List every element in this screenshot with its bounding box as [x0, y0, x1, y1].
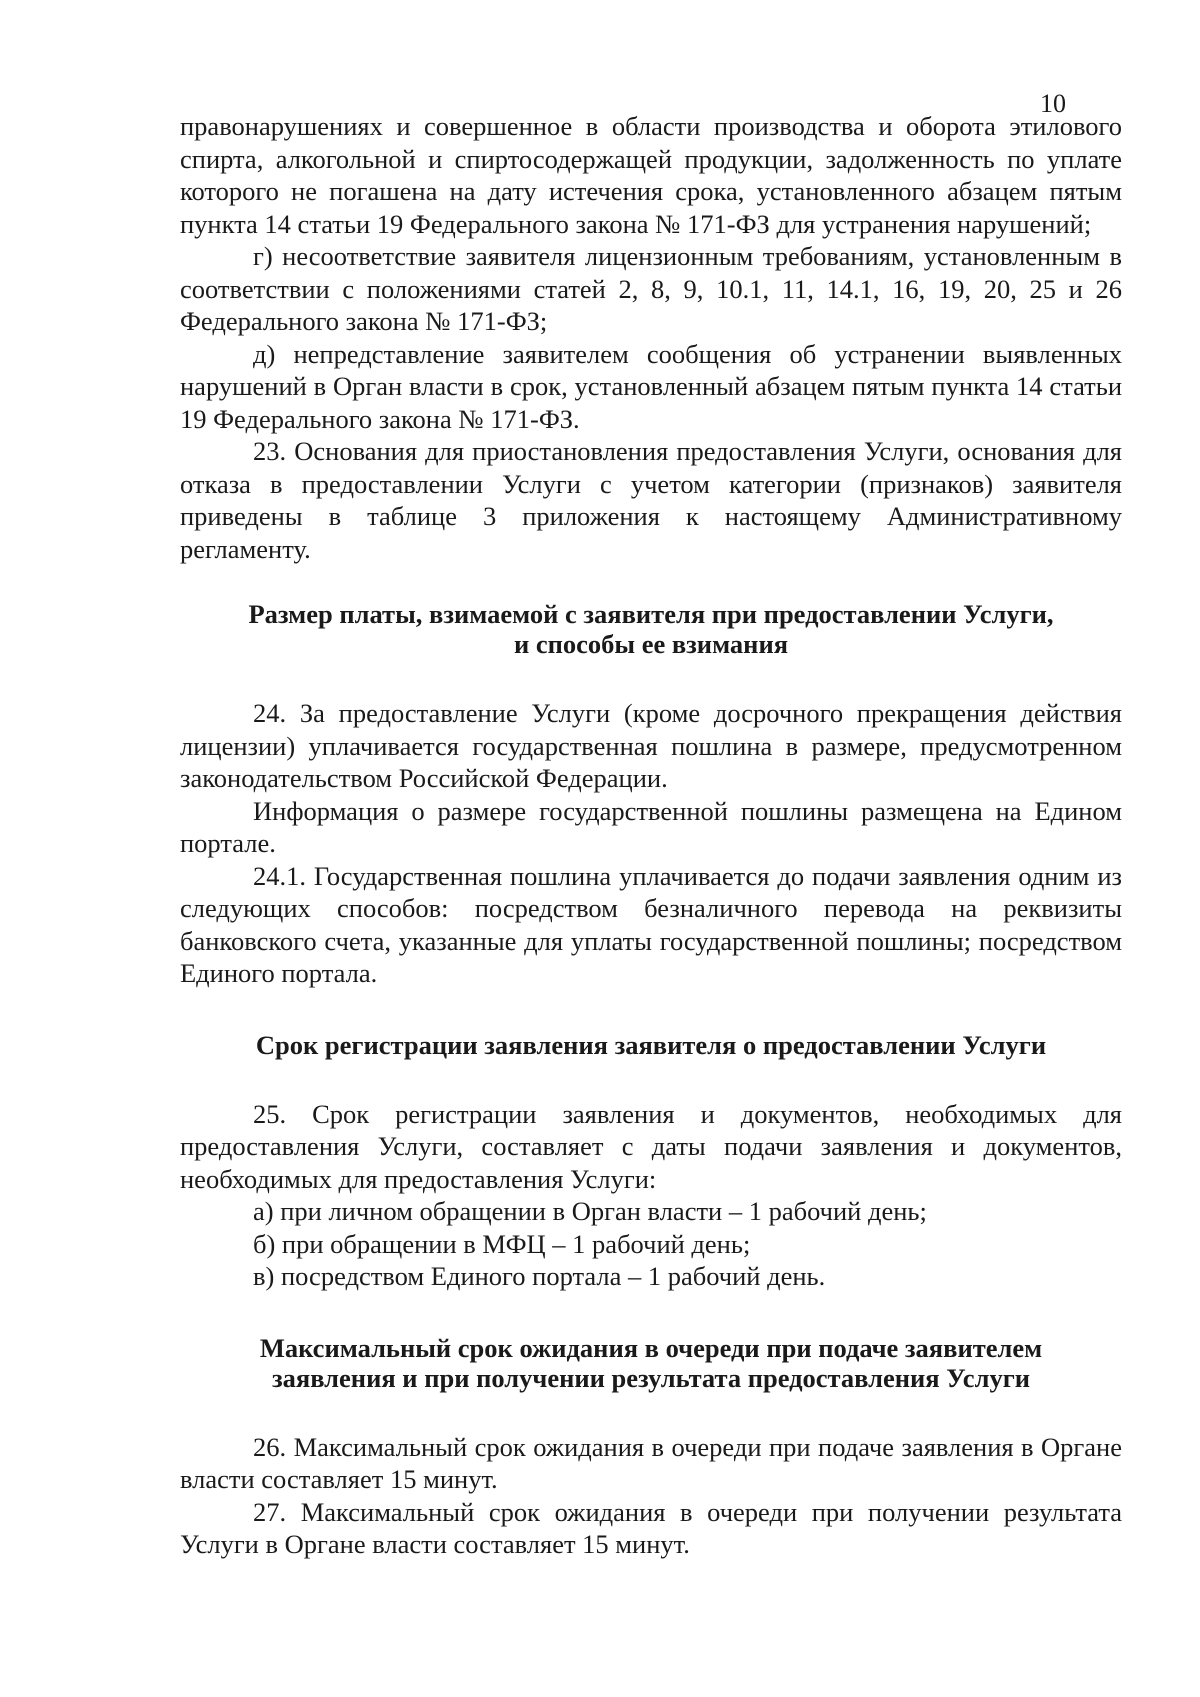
- paragraph: в) посредством Единого портала – 1 рабочий день.: [253, 1261, 826, 1291]
- paragraph: 23. Основания для приостановления предоставления Услуги, основания для отказа в предоставлении Услуги с учетом категории (признаков) заявителя приведены в таблице 3 приложения к настоящему Административному регламенту.: [180, 436, 1122, 564]
- paragraph: 26. Максимальный срок ожидания в очереди при подаче заявления в Органе власти составляет 15 минут.: [180, 1431, 1122, 1494]
- section-heading-line: и способы ее взимания: [513, 629, 789, 659]
- section-heading-line: Размер платы, взимаемой с заявителя при предоставлении Услуги,: [248, 599, 1054, 629]
- paragraph: 27. Максимальный срок ожидания в очереди при получении результата Услуги в Органе власти составляет 15 минут.: [180, 1496, 1122, 1559]
- paragraph: 25. Срок регистрации заявления и документов, необходимых для предоставления Услуги, составляет с даты подачи заявления и документов, необходимых для предоставления Услуги:: [180, 1098, 1122, 1194]
- paragraph: д) непредставление заявителем сообщения об устранении выявленных нарушений в Орган власти в срок, установленный абзацем пятым пункта 14 статьи 19 Федерального закона № 171-ФЗ.: [180, 338, 1122, 434]
- paragraph: 24.1. Государственная пошлина уплачивается до подачи заявления одним из следующих способов: посредством безналичного перевода на реквизиты банковского счета, указанные для уплаты государственной пошлины; посредством Единого портала.: [180, 860, 1122, 988]
- paragraph: б) при обращении в МФЦ – 1 рабочий день;: [253, 1228, 751, 1259]
- document-body: [180, 110, 1122, 1561]
- section-heading-line: Срок регистрации заявления заявителя о предоставлении Услуги: [255, 1029, 1047, 1060]
- paragraph: а) при личном обращении в Орган власти – 1 рабочий день;: [253, 1196, 927, 1226]
- paragraph: 24. За предоставление Услуги (кроме досрочного прекращения действия лицензии) уплачивается государственная пошлина в размере, предусмотренном законодательством Российской Федерации.: [180, 698, 1122, 793]
- section-heading: [180, 1030, 1122, 1060]
- paragraph: правонарушениях и совершенное в области производства и оборота этилового спирта, алкогольной и спиртосодержащей продукции, задолженность по уплате которого не погашена на дату истечения срока, установленного абзацем пятым пункта 14 статьи 19 Федерального закона № 171-ФЗ для устранения нарушений;: [180, 111, 1122, 239]
- paragraph: Информация о размере государственной пошлины размещена на Едином портале.: [180, 795, 1122, 858]
- section-heading-line: Максимальный срок ожидания в очереди при подаче заявителем: [259, 1332, 1043, 1363]
- section-heading: [180, 599, 1122, 659]
- paragraph: г) несоответствие заявителя лицензионным требованиям, установленным в соответствии с положениями статей 2, 8, 9, 10.1, 11, 14.1, 16, 19, 20, 25 и 26 Федерального закона № 171-ФЗ;: [180, 241, 1122, 336]
- section-heading: [180, 1333, 1122, 1393]
- page-number: 10: [1040, 89, 1066, 118]
- section-heading-line: заявления и при получении результата предоставления Услуги: [271, 1362, 1030, 1393]
